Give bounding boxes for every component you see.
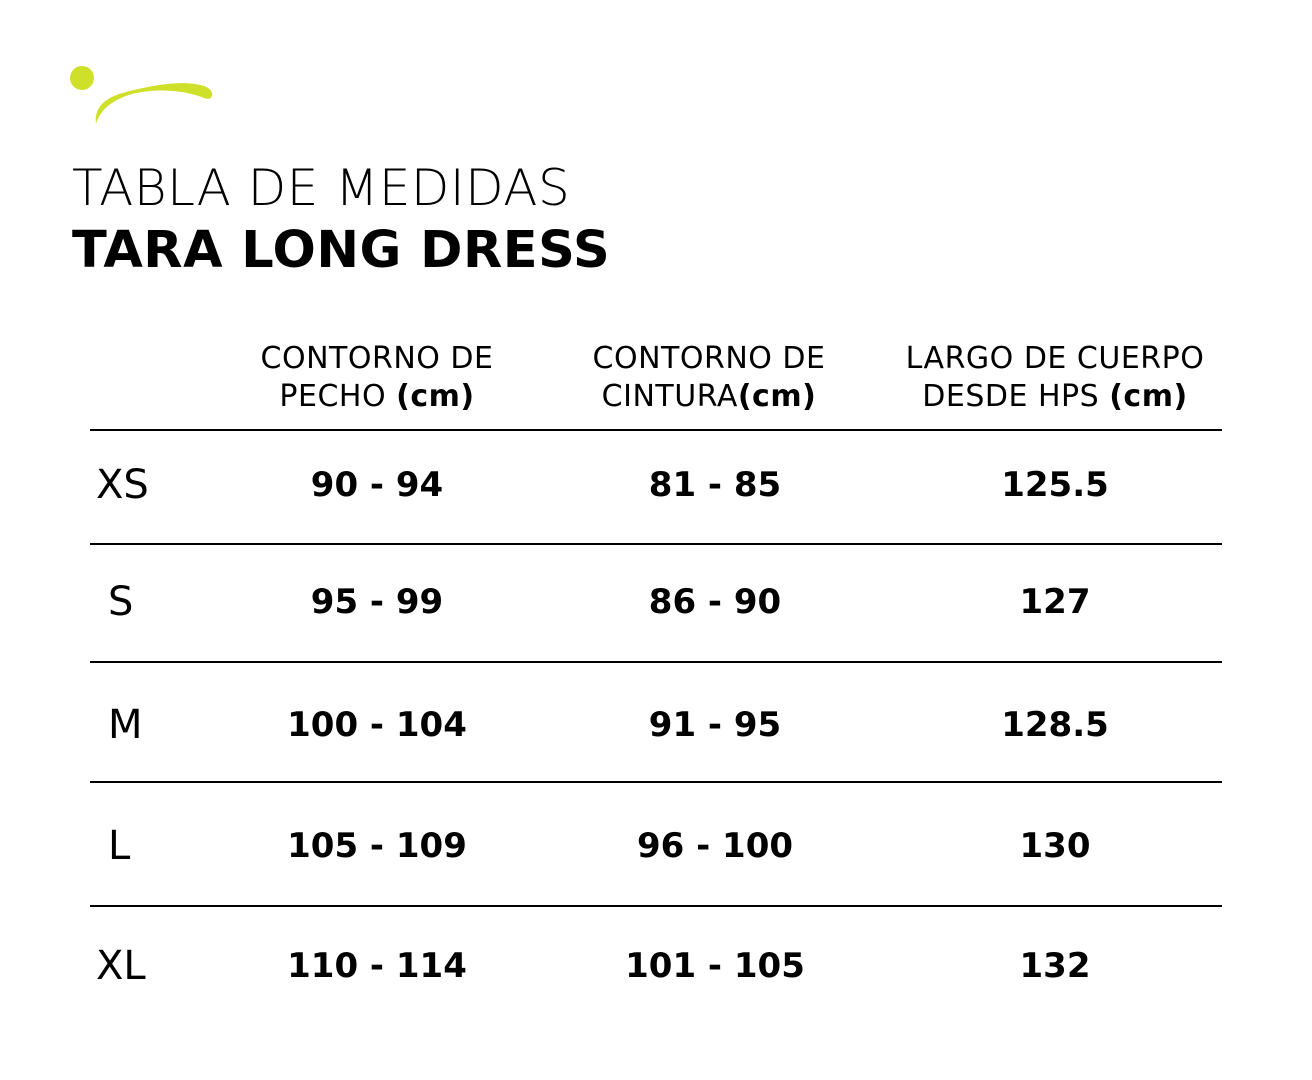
table-row bbox=[0, 572, 1312, 632]
page-title: TABLA DE MEDIDAS bbox=[72, 159, 571, 217]
header-waist-unit: (cm) bbox=[737, 379, 817, 414]
product-name: TARA LONG DRESS bbox=[72, 221, 611, 280]
logo-dot bbox=[70, 66, 94, 90]
length-value: 132 bbox=[1019, 946, 1091, 986]
table-divider bbox=[90, 781, 1222, 783]
table-divider bbox=[90, 543, 1222, 545]
table-row bbox=[0, 936, 1312, 996]
size-label: M bbox=[108, 702, 143, 748]
header-length-label: DESDE HPS bbox=[922, 379, 1110, 414]
header-waist bbox=[552, 340, 866, 416]
waist-value: 101 - 105 bbox=[625, 946, 805, 986]
chest-value: 90 - 94 bbox=[310, 465, 444, 505]
header-length-unit: (cm) bbox=[1109, 379, 1188, 414]
header-waist-label: CINTURA bbox=[601, 379, 738, 414]
waist-value: 86 - 90 bbox=[648, 582, 782, 622]
header-chest-line1: CONTORNO DE bbox=[260, 341, 494, 376]
chest-value: 105 - 109 bbox=[287, 826, 467, 866]
header-chest-unit: (cm) bbox=[396, 379, 475, 414]
header-chest bbox=[218, 340, 536, 416]
table-row bbox=[0, 816, 1312, 876]
waist-value: 81 - 85 bbox=[648, 465, 782, 505]
table-divider bbox=[90, 429, 1222, 431]
length-value: 128.5 bbox=[1001, 705, 1109, 745]
header-chest-line2 bbox=[218, 378, 536, 416]
chest-value: 100 - 104 bbox=[287, 705, 467, 745]
size-label: XS bbox=[96, 462, 149, 508]
header-waist-line2 bbox=[552, 378, 866, 416]
header-length bbox=[880, 340, 1230, 416]
logo-swoosh bbox=[96, 83, 213, 124]
length-value: 127 bbox=[1019, 582, 1091, 622]
size-label: S bbox=[108, 579, 134, 625]
size-label: XL bbox=[96, 943, 146, 989]
brand-logo bbox=[66, 62, 216, 128]
size-label: L bbox=[108, 823, 131, 869]
header-chest-label: PECHO bbox=[279, 379, 397, 414]
waist-value: 96 - 100 bbox=[636, 826, 794, 866]
table-row bbox=[0, 455, 1312, 515]
table-divider bbox=[90, 661, 1222, 663]
length-value: 130 bbox=[1019, 826, 1091, 866]
header-waist-line1: CONTORNO DE bbox=[592, 341, 826, 376]
waist-value: 91 - 95 bbox=[648, 705, 782, 745]
header-length-line2 bbox=[880, 378, 1230, 416]
table-divider bbox=[90, 905, 1222, 907]
table-row bbox=[0, 695, 1312, 755]
chest-value: 95 - 99 bbox=[310, 582, 444, 622]
header-length-line1: LARGO DE CUERPO bbox=[905, 341, 1205, 376]
length-value: 125.5 bbox=[1001, 465, 1109, 505]
chest-value: 110 - 114 bbox=[287, 946, 467, 986]
